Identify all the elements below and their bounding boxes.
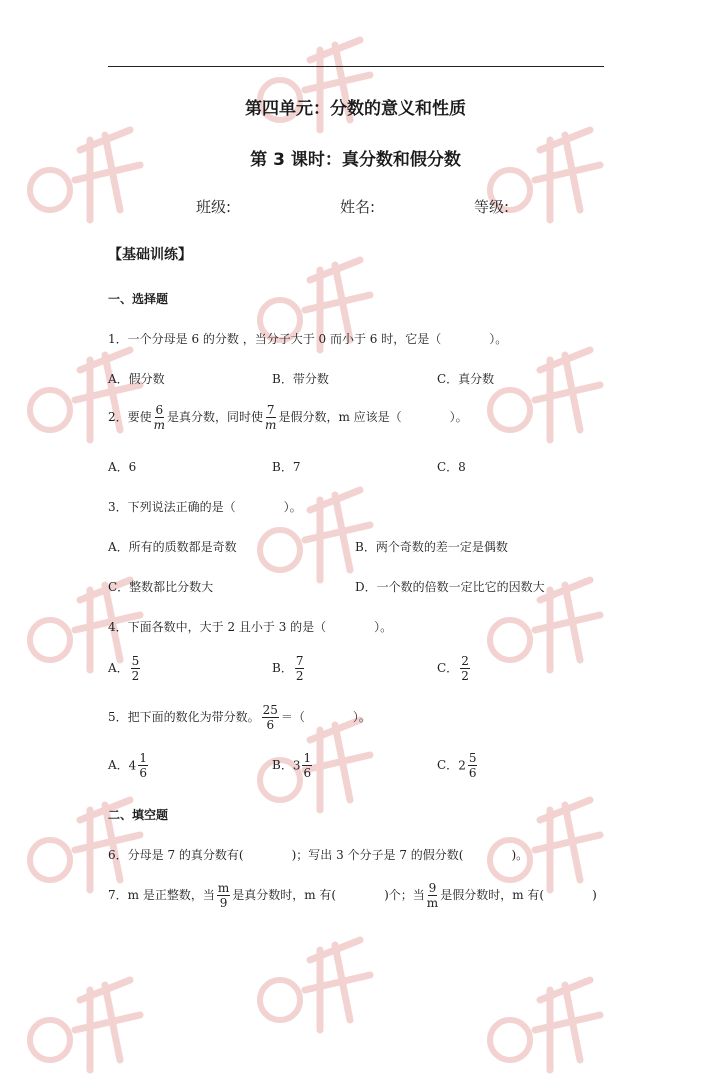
fraction-denominator: m — [265, 418, 277, 432]
q1-option-b: B．带分数 — [272, 372, 329, 386]
fraction-denominator: 6 — [139, 766, 147, 780]
fraction-numerator: 9 — [428, 881, 437, 895]
fraction — [131, 655, 141, 682]
fraction — [138, 752, 148, 779]
watermark-logo-icon — [250, 20, 380, 150]
q7-text-post: 是假分数时，m 有( ) — [440, 888, 597, 902]
lesson-title: 第 3 课时：真分数和假分数 — [250, 150, 461, 170]
q5-text-pre: 5．把下面的数化为带分数。 — [108, 710, 260, 724]
q5-option-a — [108, 752, 150, 779]
q3-option-b: B．两个奇数的差一定是偶数 — [355, 540, 508, 554]
grade-label: 等级: — [474, 198, 510, 216]
part1-heading: 一、选择题 — [108, 292, 169, 306]
fraction-denominator: 9 — [219, 896, 228, 910]
fraction-numerator: 2 — [461, 654, 469, 668]
option-label: C． — [437, 758, 459, 772]
fraction-numerator: 7 — [266, 403, 275, 417]
fraction-numerator: 7 — [295, 654, 304, 668]
q4-option-a — [108, 655, 142, 682]
q3-option-c: C．整数都比分数大 — [108, 580, 214, 594]
fraction-numerator: 1 — [303, 751, 312, 765]
watermark-logo-icon — [250, 920, 380, 1050]
q4-option-b — [272, 655, 306, 682]
watermark-logo-icon — [250, 240, 380, 370]
q7-text-mid: 是真分数时，m 有( )个；当 — [232, 888, 425, 902]
watermark-logo-icon — [480, 960, 610, 1090]
fraction-numerator: 5 — [131, 654, 140, 668]
mixed-whole: 4 — [128, 758, 137, 773]
unit-title: 第四单元：分数的意义和性质 — [245, 99, 466, 119]
class-label: 班级: — [196, 198, 232, 216]
q5-option-b — [272, 752, 314, 779]
q2-option-c: C．8 — [437, 460, 466, 474]
option-label: B． — [272, 661, 293, 675]
q5-option-c — [437, 752, 479, 779]
fraction — [427, 882, 438, 909]
name-label: 姓名: — [340, 198, 376, 216]
mixed-whole: 3 — [292, 758, 301, 773]
mixed-whole: 2 — [458, 758, 466, 773]
fraction-numerator: m — [217, 881, 230, 895]
q2-text-mid: 是真分数，同时使 — [167, 410, 264, 424]
q2-text-post: 是假分数，m 应该是（ ）。 — [278, 410, 468, 424]
fraction-denominator: 2 — [131, 669, 140, 683]
fraction-denominator: 2 — [295, 669, 304, 683]
question-6: 6．分母是 7 的真分数有( )；写出 3 个分子是 7 的假分数( )。 — [108, 848, 529, 862]
watermark-logo-icon — [20, 960, 150, 1090]
fraction-numerator: 1 — [139, 751, 147, 765]
watermark-logo-icon — [480, 330, 610, 460]
question-1: 1．一个分母是 6 的分数 ，当分子大于 0 而小于 6 时，它是（ ）。 — [108, 332, 508, 346]
fraction-denominator: 2 — [461, 669, 469, 683]
option-label: A． — [108, 758, 129, 772]
fraction — [154, 404, 165, 431]
fraction-denominator: 6 — [303, 766, 312, 780]
fraction — [302, 752, 312, 779]
fraction — [295, 655, 305, 682]
question-3: 3．下列说法正确的是（ ）。 — [108, 500, 302, 514]
fraction-denominator: m — [426, 896, 439, 910]
watermark-logo-icon — [480, 110, 610, 240]
option-label: A． — [108, 661, 129, 675]
fraction — [265, 404, 276, 431]
question-7 — [108, 882, 597, 909]
option-label: B． — [272, 758, 293, 772]
q1-option-c: C．真分数 — [437, 372, 495, 386]
fraction-numerator: 5 — [468, 751, 477, 765]
header-rule — [108, 66, 604, 67]
q2-option-a: A．6 — [108, 460, 137, 474]
q2-option-b: B．7 — [272, 460, 301, 474]
q3-option-d: D．一个数的倍数一定比它的因数大 — [355, 580, 545, 594]
fraction — [217, 882, 230, 909]
option-label: C． — [437, 661, 459, 675]
watermark-logo-icon — [20, 330, 150, 460]
q7-text-pre: 7．m 是正整数，当 — [108, 888, 215, 902]
question-4: 4．下面各数中，大于 2 且小于 3 的是（ ）。 — [108, 620, 393, 634]
fraction-denominator: 6 — [266, 718, 275, 732]
fraction-denominator: 6 — [468, 766, 477, 780]
section-title: 【基础训练】 — [108, 247, 192, 263]
q3-option-a: A．所有的质数都是奇数 — [108, 540, 237, 554]
fraction — [262, 704, 279, 731]
part2-heading: 二、填空题 — [108, 808, 169, 822]
fraction — [460, 655, 470, 682]
fraction — [468, 752, 478, 779]
fraction-numerator: 6 — [155, 403, 164, 417]
fraction-denominator: m — [153, 418, 166, 432]
question-2 — [108, 404, 468, 431]
fraction-numerator: 25 — [262, 703, 278, 717]
q1-option-a: A．假分数 — [108, 372, 165, 386]
q5-text-post: ＝（ ）。 — [280, 710, 371, 724]
watermark-logo-icon — [20, 110, 150, 240]
question-5 — [108, 704, 371, 731]
q4-option-c — [437, 655, 472, 682]
q2-text-pre: 2．要使 — [108, 410, 152, 424]
